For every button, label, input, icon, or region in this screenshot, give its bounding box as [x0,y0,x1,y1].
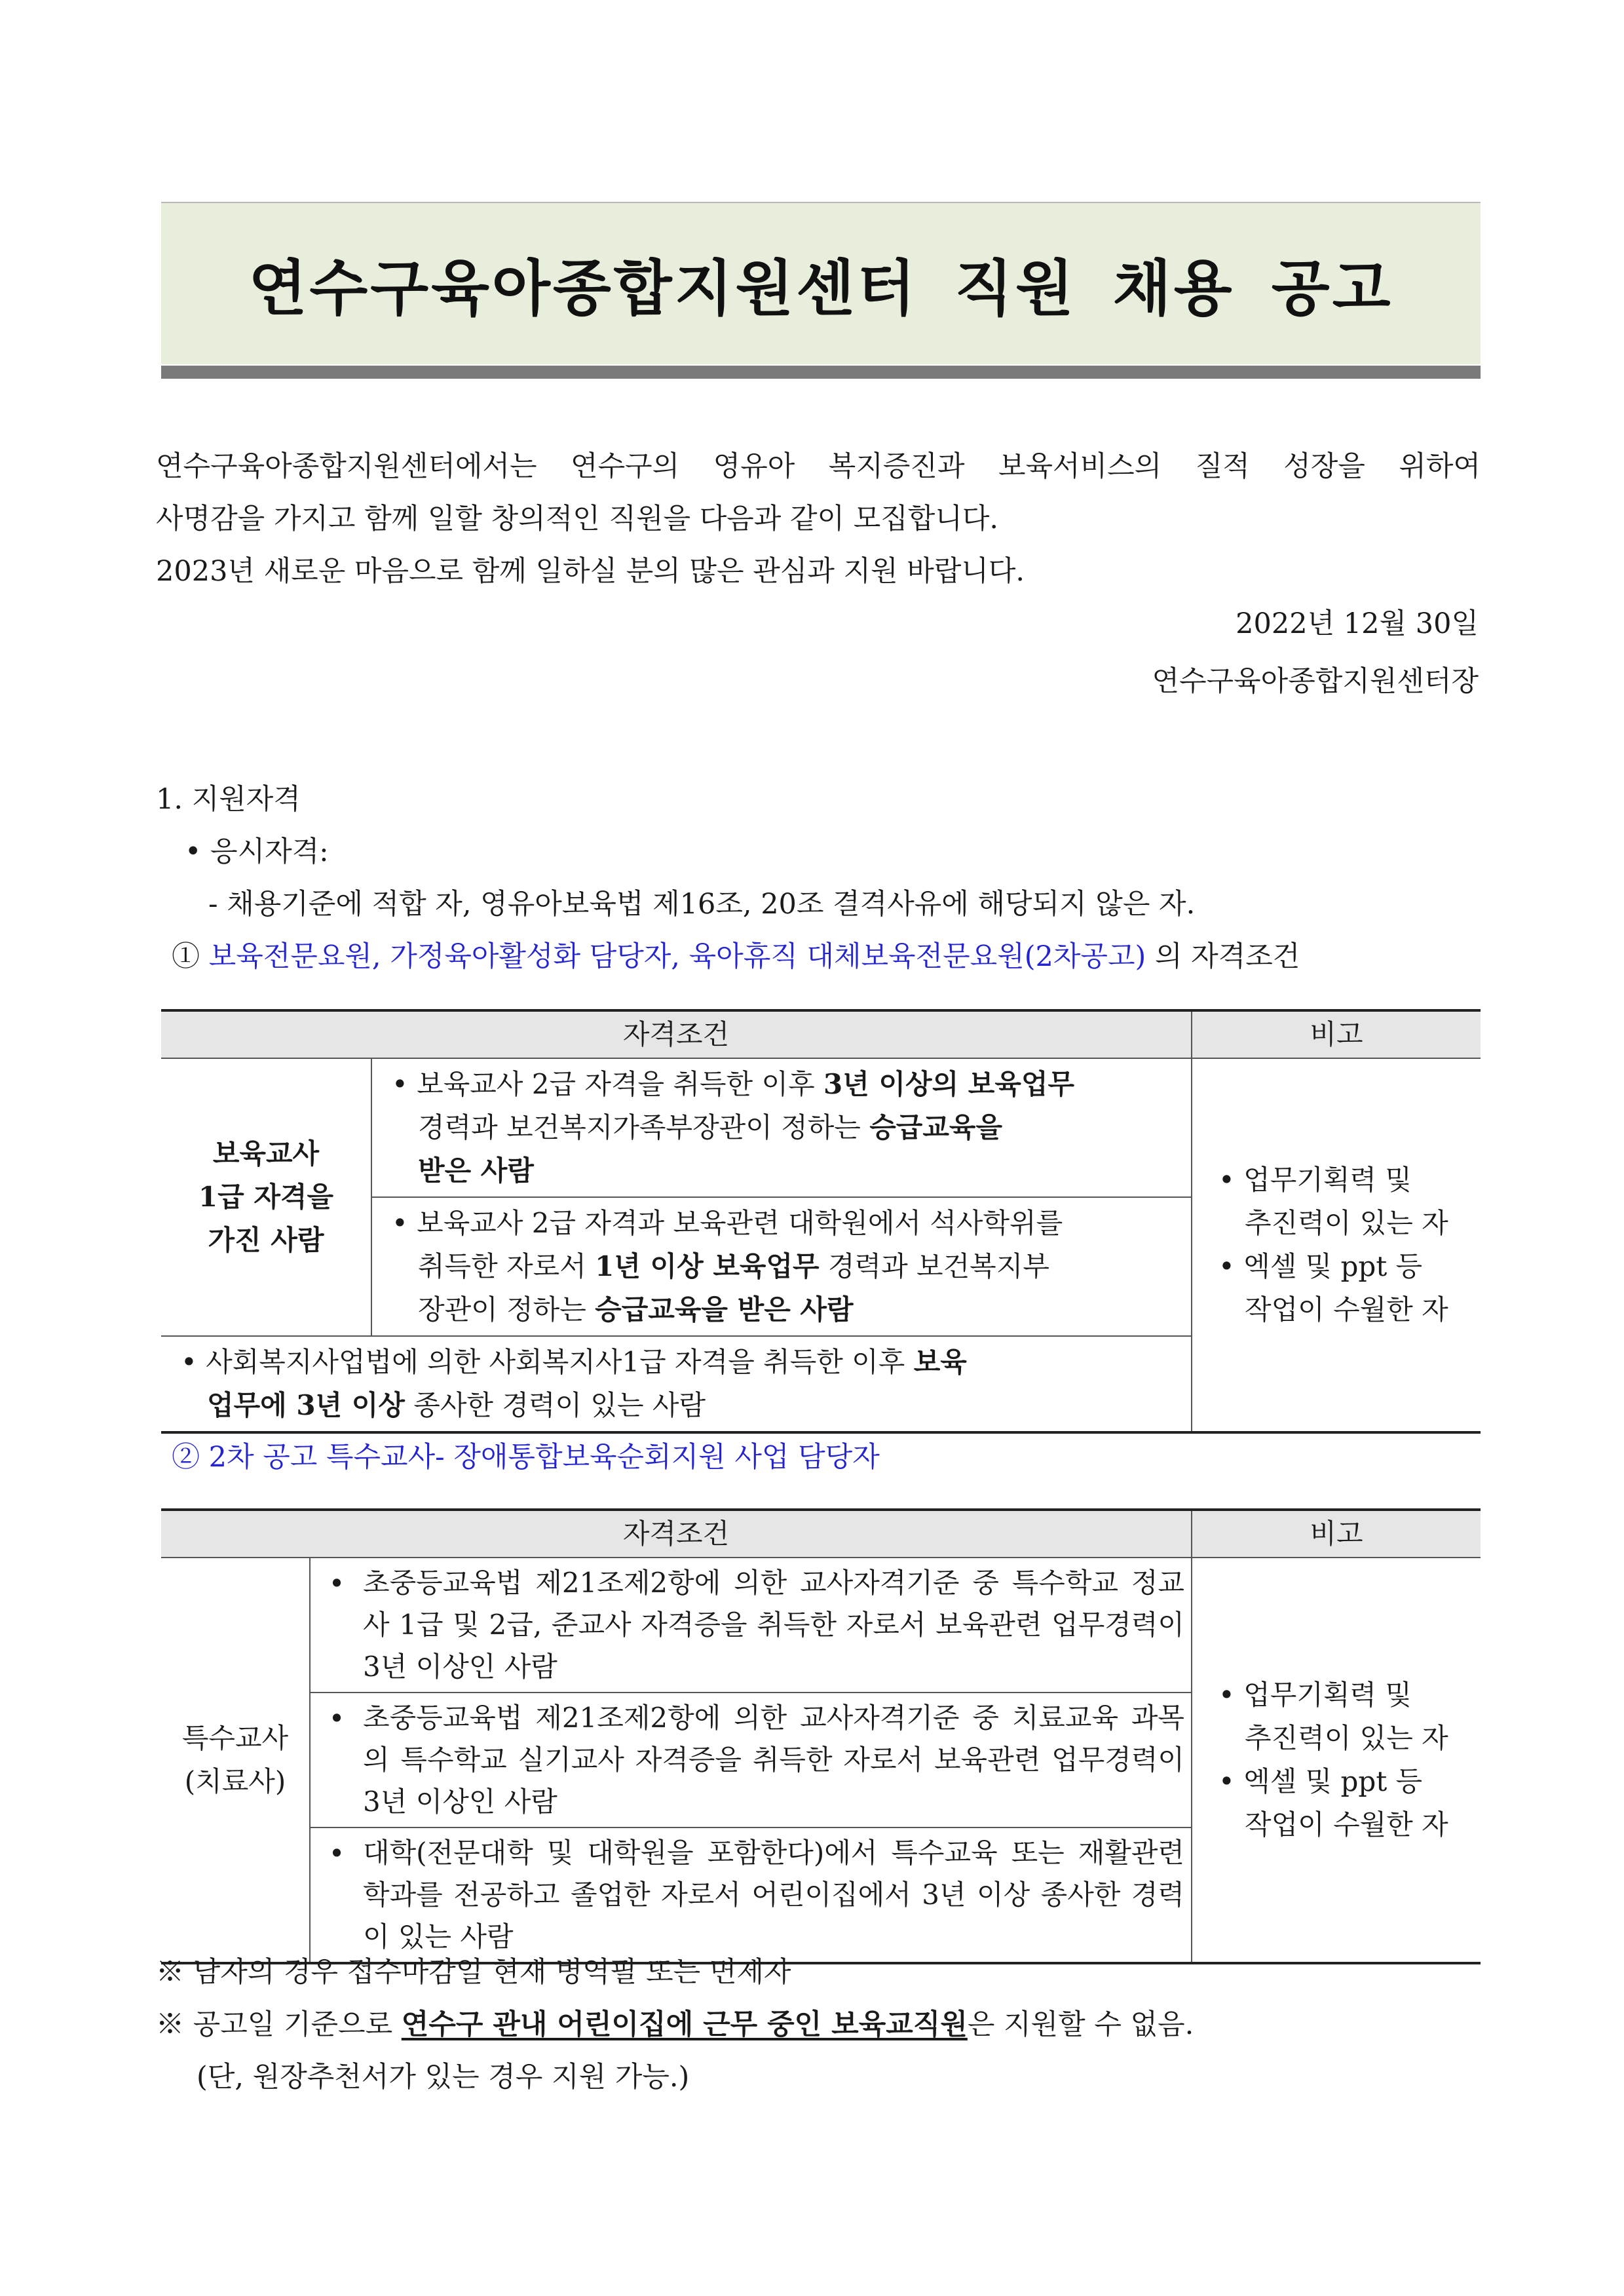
notice-date: 2022년 12월 30일 [1236,607,1479,640]
subsection-2-heading: ② 2차 공고 특수교사- 장애통합보육순회지원 사업 담당자 [172,1441,880,1474]
table2-bullet-2: • [310,1693,363,1827]
restriction-emphasis: 연수구 관내 어린이집에 근무 중인 보육교직원 [401,2008,968,2041]
table2-category: 특수교사 (치료사) [161,1558,310,1963]
table1-row-3: • 사회복지사업법에 의한 사회복지사1급 자격을 취득한 이후 보육 업무에 3년 이상 종사한 경력이 있는 사람 [161,1336,1192,1432]
title-underline-bar [161,366,1481,379]
table2-item-2: 초중등교육법 제21조제2항에 의한 교사자격기준 중 치료교육 과목의 특수학교 실기교사 자격증을 취득한 자로서 보육관련 업무경력이 3년 이상인 사람 [363,1693,1192,1827]
eligibility-criteria: - 채용기준에 적합 자, 영유아보육법 제16조, 20조 결격사유에 해당되지 않은 자. [208,888,1196,921]
table1-row-1: • 보육교사 2급 자격을 취득한 이후 3년 이상의 보육업무 경력과 보건복지가족부장관이 정하는 승급교육을 받은 사람 [371,1058,1192,1197]
subsection-1-suffix: 의 자격조건 [1154,940,1300,973]
qualification-table-2 [161,1508,1481,1964]
footnote-exception: (단, 원장추천서가 있는 경우 지원 가능.) [197,2061,690,2094]
table1-header-qual: 자격조건 [161,1010,1192,1058]
subsection-1-heading [172,937,1300,976]
intro-line-1: 연수구육아종합지원센터에서는 연수구의 영유아 복지증진과 보육서비스의 질적 성장을 위하여 [156,450,1481,483]
page-title: 연수구육아종합지원센터 직원 채용 공고 [248,254,1393,324]
footnote-military: ※ 남자의 경우 접수마감일 현재 병역필 또는 면제자 [156,1956,791,1989]
table2-note: • 업무기획력 및 추진력이 있는 자 • 엑셀 및 ppt 등 작업이 수월한 자 [1192,1558,1481,1963]
eligibility-bullet: • 응시자격: [185,835,329,868]
table2-bullet-3: • [310,1827,363,1963]
notice-signer: 연수구육아종합지원센터장 [1152,665,1479,698]
table2-item-3: 대학(전문대학 및 대학원을 포함한다)에서 특수교육 또는 재활관련 학과를 전공하고 졸업한 자로서 어린이집에서 3년 이상 종사한 경력이 있는 사람 [363,1827,1192,1963]
intro-line-2: 사명감을 가지고 함께 일할 창의적인 직원을 다음과 같이 모집합니다. [156,503,999,535]
table2-header-qual: 자격조건 [161,1510,1192,1558]
table1-header-note: 비고 [1192,1010,1481,1058]
table2-header-note: 비고 [1192,1510,1481,1558]
table1-row-2: • 보육교사 2급 자격과 보육관련 대학원에서 석사학위를 취득한 자로서 1년 이상 보육업무 경력과 보건복지부 장관이 정하는 승급교육을 받은 사람 [371,1197,1192,1336]
title-box [161,202,1481,364]
table1-category: 보육교사 1급 자격을 가진 사람 [161,1058,371,1336]
footnote-restriction: ※ 공고일 기준으로 연수구 관내 어린이집에 근무 중인 보육교직원은 지원할 수 없음. [156,2008,1194,2041]
qualification-table-1 [161,1009,1481,1434]
subsection-1-marker: ① [172,940,200,973]
table1-note: • 업무기획력 및 추진력이 있는 자 • 엑셀 및 ppt 등 작업이 수월한 자 [1192,1058,1481,1432]
table2-bullet-1: • [310,1558,363,1693]
subsection-1-positions: 보육전문요원, 가정육아활성화 담당자, 육아휴직 대체보육전문요원(2차공고) [208,940,1146,973]
section-heading: 1. 지원자격 [156,783,301,816]
table2-item-1: 초중등교육법 제21조제2항에 의한 교사자격기준 중 특수학교 정교사 1급 및 2급, 준교사 자격증을 취득한 자로서 보육관련 업무경력이 3년 이상인 사람 [363,1558,1192,1693]
intro-line-3: 2023년 새로운 마음으로 함께 일하실 분의 많은 관심과 지원 바랍니다. [156,555,1025,588]
